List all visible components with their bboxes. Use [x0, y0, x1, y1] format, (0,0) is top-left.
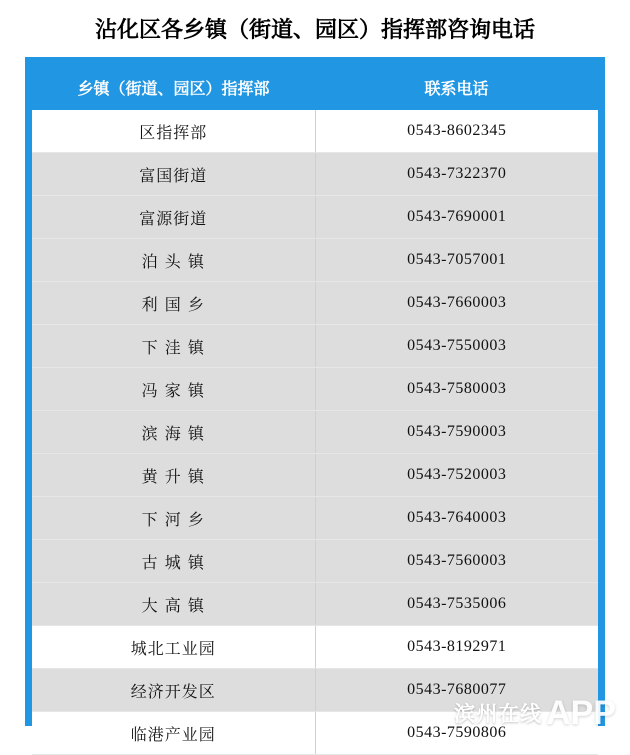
- table-row: [32, 325, 598, 368]
- cell-department: 城北工业园: [32, 626, 315, 669]
- table-row: [32, 282, 598, 325]
- cell-phone: 0543-7560003: [315, 540, 598, 583]
- table-row: [32, 583, 598, 626]
- cell-phone: 0543-7535006: [315, 583, 598, 626]
- table-row: [32, 454, 598, 497]
- column-header-department: 乡镇（街道、园区）指挥部: [32, 64, 315, 110]
- cell-department: 泊 头 镇: [32, 239, 315, 282]
- table-row: [32, 540, 598, 583]
- column-header-phone: 联系电话: [315, 64, 598, 110]
- cell-phone: 0543-7640003: [315, 497, 598, 540]
- phone-directory-table: [32, 64, 598, 755]
- cell-department: 区指挥部: [32, 110, 315, 153]
- cell-phone: 0543-7690001: [315, 196, 598, 239]
- cell-department: 富国街道: [32, 153, 315, 196]
- table-frame: [25, 57, 605, 744]
- cell-department: 富源街道: [32, 196, 315, 239]
- cell-phone: 0543-7322370: [315, 153, 598, 196]
- table-header-row: [32, 64, 598, 110]
- cell-phone: 0543-7590806: [315, 712, 598, 755]
- cell-phone: 0543-7580003: [315, 368, 598, 411]
- cell-department: 冯 家 镇: [32, 368, 315, 411]
- cell-department: 下 洼 镇: [32, 325, 315, 368]
- cell-phone: 0543-7590003: [315, 411, 598, 454]
- cell-department: 经济开发区: [32, 669, 315, 712]
- cell-department: 古 城 镇: [32, 540, 315, 583]
- cell-phone: 0543-7520003: [315, 454, 598, 497]
- cell-phone: 0543-7550003: [315, 325, 598, 368]
- cell-phone: 0543-7680077: [315, 669, 598, 712]
- table-header: [32, 64, 598, 110]
- table-row: [32, 196, 598, 239]
- table-row: [32, 239, 598, 282]
- table-row: [32, 497, 598, 540]
- cell-phone: 0543-8602345: [315, 110, 598, 153]
- cell-phone: 0543-7057001: [315, 239, 598, 282]
- cell-department: 临港产业园: [32, 712, 315, 755]
- cell-department: 滨 海 镇: [32, 411, 315, 454]
- table-row: [32, 626, 598, 669]
- cell-phone: 0543-7660003: [315, 282, 598, 325]
- watermark-app-label: APP: [546, 694, 616, 732]
- cell-department: 黄 升 镇: [32, 454, 315, 497]
- table-row: [32, 110, 598, 153]
- page-title: 沾化区各乡镇（街道、园区）指挥部咨询电话: [94, 18, 535, 43]
- table-row: [32, 411, 598, 454]
- cell-department: 利 国 乡: [32, 282, 315, 325]
- table-body: [32, 110, 598, 755]
- cell-phone: 0543-8192971: [315, 626, 598, 669]
- table-row: [32, 669, 598, 712]
- watermark-text: 滨州在线: [454, 702, 543, 726]
- table-row: [32, 153, 598, 196]
- table-row: [32, 712, 598, 755]
- cell-department: 大 高 镇: [32, 583, 315, 626]
- cell-department: 下 河 乡: [32, 497, 315, 540]
- table-row: [32, 368, 598, 411]
